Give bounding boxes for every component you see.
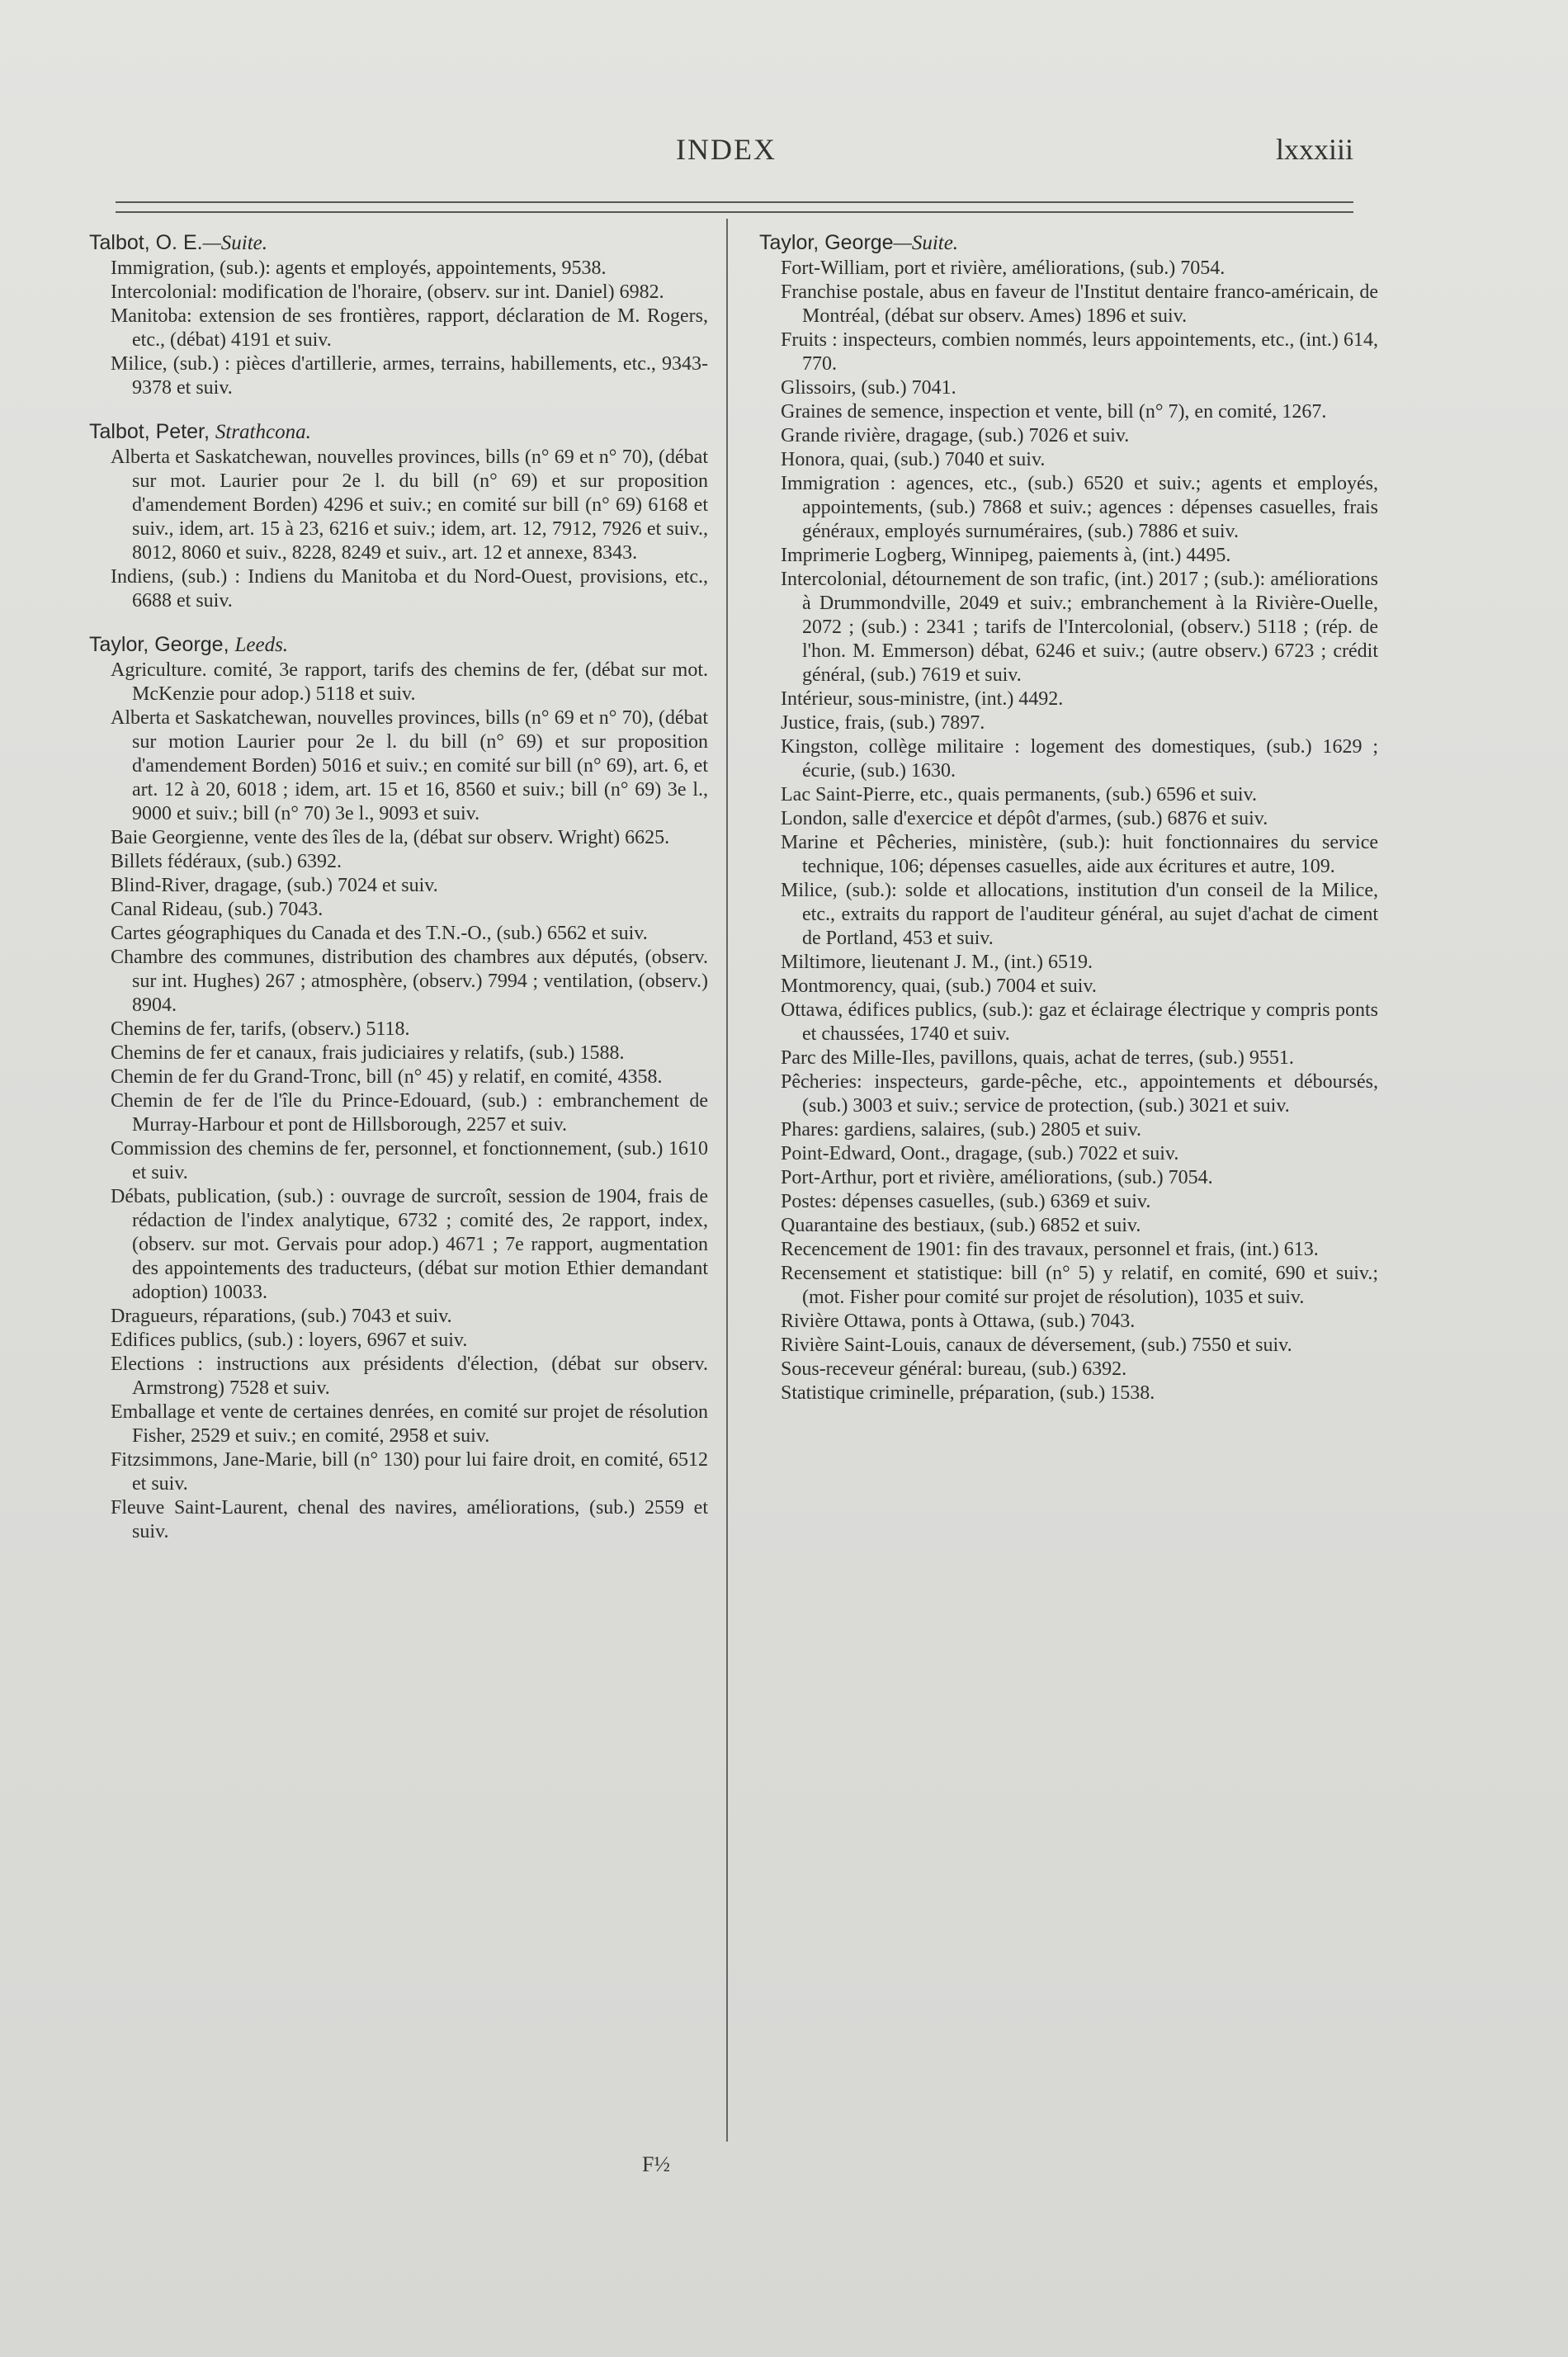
column-divider: [726, 219, 728, 2142]
index-entry: Manitoba: extension de ses frontières, rapport, déclaration de M. Rogers, etc., (débat) 4191 et suiv.: [111, 305, 708, 351]
index-heading: [89, 633, 708, 657]
index-entry: Glissoirs, (sub.) 7041.: [781, 377, 956, 399]
index-entry: Quarantaine des bestiaux, (sub.) 6852 et suiv.: [781, 1215, 1141, 1236]
index-entry: Billets fédéraux, (sub.) 6392.: [111, 851, 342, 872]
page-title: INDEX: [676, 133, 777, 166]
index-entry: Agriculture. comité, 3e rapport, tarifs des chemins de fer, (débat sur mot. McKenzie pour adop.) 5118 et suiv.: [111, 659, 708, 705]
index-entry: Lac Saint-Pierre, etc., quais permanents, (sub.) 6596 et suiv.: [781, 784, 1257, 805]
right-column: [759, 231, 1378, 1405]
heading-name: Taylor, George: [759, 231, 894, 254]
index-entry: Fitzsimmons, Jane-Marie, bill (n° 130) pour lui faire droit, en comité, 6512 et suiv.: [111, 1449, 708, 1495]
printer-signature: F½: [642, 2152, 670, 2176]
index-entry: Elections : instructions aux présidents d'élection, (débat sur observ. Armstrong) 7528 et suiv.: [111, 1353, 708, 1399]
index-entry: Chemin de fer du Grand-Tronc, bill (n° 45) y relatif, en comité, 4358.: [111, 1066, 663, 1088]
index-entry: Grande rivière, dragage, (sub.) 7026 et suiv.: [781, 425, 1130, 446]
heading-name: Talbot, O. E.: [89, 231, 203, 254]
index-entry: London, salle d'exercice et dépôt d'armes, (sub.) 6876 et suiv.: [781, 808, 1268, 829]
index-entry: Port-Arthur, port et rivière, améliorations, (sub.) 7054.: [781, 1167, 1213, 1188]
heading-suffix: Strathcona.: [215, 421, 311, 443]
heading-name: Taylor, George,: [89, 633, 235, 656]
index-entry: Recencement de 1901: fin des travaux, personnel et frais, (int.) 613.: [781, 1239, 1319, 1260]
index-entry: Milice, (sub.) : pièces d'artillerie, armes, terrains, habillements, etc., 9343-9378 et suiv.: [111, 353, 708, 399]
index-entry: Montmorency, quai, (sub.) 7004 et suiv.: [781, 975, 1097, 997]
index-heading: [759, 231, 1378, 255]
index-entry: Commission des chemins de fer, personnel, et fonctionnement, (sub.) 1610 et suiv.: [111, 1138, 708, 1183]
index-entry: Débats, publication, (sub.) : ouvrage de surcroît, session de 1904, frais de rédaction de l'index analytique, 6732 ; comité des, 2e rapport, index, (observ. sur mot. Gervais pour adop.) 4671 ; 7e rapport, augmentation des appointements des traducteurs, (débat sur motion Ethier demandant adoption) 10033.: [111, 1186, 708, 1303]
left-column: [89, 231, 708, 1544]
index-entry: Edifices publics, (sub.) : loyers, 6967 et suiv.: [111, 1330, 468, 1351]
index-entry: Fleuve Saint-Laurent, chenal des navires, améliorations, (sub.) 2559 et suiv.: [111, 1497, 708, 1542]
index-entry: Honora, quai, (sub.) 7040 et suiv.: [781, 449, 1046, 470]
index-entry: Chemin de fer de l'île du Prince-Edouard, (sub.) : embranchement de Murray-Harbour et pont de Hillsborough, 2257 et suiv.: [111, 1090, 708, 1136]
heading-name: Talbot, Peter,: [89, 420, 215, 443]
index-entry: Intercolonial, détournement de son trafic, (int.) 2017 ; (sub.): améliorations à Drummondville, 2049 et suiv.; embranchement à la Rivière-Ouelle, 2072 ; (sub.) : 2341 ; tarifs de l'Intercolonial, (observ.) 5118 ; (rép. de l'hon. M. Emmerson) débat, 6246 et suiv.; (autre observ.) 6723 ; crédit général, (sub.) 7619 et suiv.: [781, 569, 1378, 686]
index-entry: Point-Edward, Oont., dragage, (sub.) 7022 et suiv.: [781, 1143, 1179, 1164]
index-entry: Alberta et Saskatchewan, nouvelles provinces, bills (n° 69 et n° 70), (débat sur motion Laurier pour 2e l. du bill (n° 69) et sur proposition d'amendement Borden) 5016 et suiv.; en comité sur bill (n° 69), art. 6, et art. 12 à 20, 6018 ; idem, art. 15 et 16, 8560 et suiv.; bill (n° 69) 3e l., 9000 et suiv.; bill (n° 70) 3e l., 9093 et suiv.: [111, 707, 708, 824]
index-entry: Recensement et statistique: bill (n° 5) y relatif, en comité, 690 et suiv.; (mot. Fisher pour comité sur projet de résolution), 1035 et suiv.: [781, 1263, 1378, 1308]
index-entry: Justice, frais, (sub.) 7897.: [781, 712, 985, 734]
index-entry: Dragueurs, réparations, (sub.) 7043 et suiv.: [111, 1306, 452, 1327]
index-entry: Fruits : inspecteurs, combien nommés, leurs appointements, etc., (int.) 614, 770.: [781, 329, 1378, 375]
index-entry: Rivière Ottawa, ponts à Ottawa, (sub.) 7043.: [781, 1311, 1136, 1332]
index-entry: Graines de semence, inspection et vente, bill (n° 7), en comité, 1267.: [781, 401, 1327, 423]
index-heading: [89, 231, 708, 255]
index-entry: Alberta et Saskatchewan, nouvelles provinces, bills (n° 69 et n° 70), (débat sur mot. Laurier pour 2e l. du bill (n° 69) et sur proposition d'amendement Borden) 4296 et suiv.; en comité sur bill (n° 69) 6168 et suiv., idem, art. 15 à 23, 6216 et suiv.; idem, art. 12, 7912, 7926 et suiv., 8012, 8060 et suiv., 8228, 8249 et suiv., art. 12 et annexe, 8343.: [111, 446, 708, 564]
index-entry: Chemins de fer, tarifs, (observ.) 5118.: [111, 1018, 410, 1040]
page-number: lxxxiii: [1275, 133, 1353, 166]
index-entry: Chambre des communes, distribution des chambres aux députés, (observ. sur int. Hughes) 267 ; atmosphère, (observ.) 7994 ; ventilation, (observ.) 8904.: [111, 947, 708, 1016]
index-entry: Cartes géographiques du Canada et des T.N.-O., (sub.) 6562 et suiv.: [111, 923, 648, 944]
index-entry: Chemins de fer et canaux, frais judiciaires y relatifs, (sub.) 1588.: [111, 1042, 625, 1064]
index-entry: Parc des Mille-Iles, pavillons, quais, achat de terres, (sub.) 9551.: [781, 1047, 1294, 1069]
heading-suffix: —Suite.: [893, 232, 959, 254]
index-entry: Emballage et vente de certaines denrées, en comité sur projet de résolution Fisher, 2529 et suiv.; en comité, 2958 et suiv.: [111, 1401, 708, 1447]
index-entry: Intercolonial: modification de l'horaire, (observ. sur int. Daniel) 6982.: [111, 281, 664, 303]
index-entry: Baie Georgienne, vente des îles de la, (débat sur observ. Wright) 6625.: [111, 827, 670, 848]
index-entry: Immigration, (sub.): agents et employés, appointements, 9538.: [111, 257, 607, 279]
index-entry: Milice, (sub.): solde et allocations, institution d'un conseil de la Milice, etc., extraits du rapport de l'auditeur général, au sujet d'achat de ciment de Portland, 453 et suiv.: [781, 880, 1378, 949]
index-entry: Sous-receveur général: bureau, (sub.) 6392.: [781, 1358, 1127, 1380]
header-rule: [116, 201, 1353, 213]
heading-suffix: —Suite.: [202, 232, 268, 254]
index-entry: Immigration : agences, etc., (sub.) 6520 et suiv.; agents et employés, appointements, (sub.) 7868 et suiv.; agences : dépenses casuelles, frais généraux, employés surnuméraires, (sub.) 7886 et suiv.: [781, 473, 1378, 542]
index-entry: Postes: dépenses casuelles, (sub.) 6369 et suiv.: [781, 1191, 1151, 1212]
index-entry: Phares: gardiens, salaires, (sub.) 2805 et suiv.: [781, 1119, 1142, 1141]
index-entry: Blind-River, dragage, (sub.) 7024 et suiv.: [111, 875, 438, 896]
index-entry: Ottawa, édifices publics, (sub.): gaz et éclairage électrique y compris ponts et chaussées, 1740 et suiv.: [781, 999, 1378, 1045]
index-entry: Miltimore, lieutenant J. M., (int.) 6519.: [781, 952, 1093, 973]
heading-suffix: Leeds.: [234, 634, 289, 656]
index-entry: Franchise postale, abus en faveur de l'Institut dentaire franco-américain, de Montréal, (débat sur observ. Ames) 1896 et suiv.: [781, 281, 1378, 327]
index-entry: Kingston, collège militaire : logement des domestiques, (sub.) 1629 ; écurie, (sub.) 1630.: [781, 736, 1378, 782]
index-entry: Statistique criminelle, préparation, (sub.) 1538.: [781, 1382, 1155, 1404]
index-entry: Marine et Pêcheries, ministère, (sub.): huit fonctionnaires du service technique, 106; dépenses casuelles, aide aux écritures et autre, 109.: [781, 832, 1378, 877]
index-entry: Imprimerie Logberg, Winnipeg, paiements à, (int.) 4495.: [781, 545, 1231, 566]
index-entry: Indiens, (sub.) : Indiens du Manitoba et du Nord-Ouest, provisions, etc., 6688 et suiv.: [111, 566, 708, 612]
index-entry: Fort-William, port et rivière, améliorations, (sub.) 7054.: [781, 257, 1226, 279]
index-entry: Canal Rideau, (sub.) 7043.: [111, 899, 324, 920]
index-entry: Rivière Saint-Louis, canaux de déversement, (sub.) 7550 et suiv.: [781, 1334, 1292, 1356]
index-entry: Intérieur, sous-ministre, (int.) 4492.: [781, 688, 1064, 710]
index-heading: [89, 420, 708, 444]
index-entry: Pêcheries: inspecteurs, garde-pêche, etc., appointements et déboursés, (sub.) 3003 et suiv.; service de protection, (sub.) 3021 et suiv.: [781, 1071, 1378, 1117]
